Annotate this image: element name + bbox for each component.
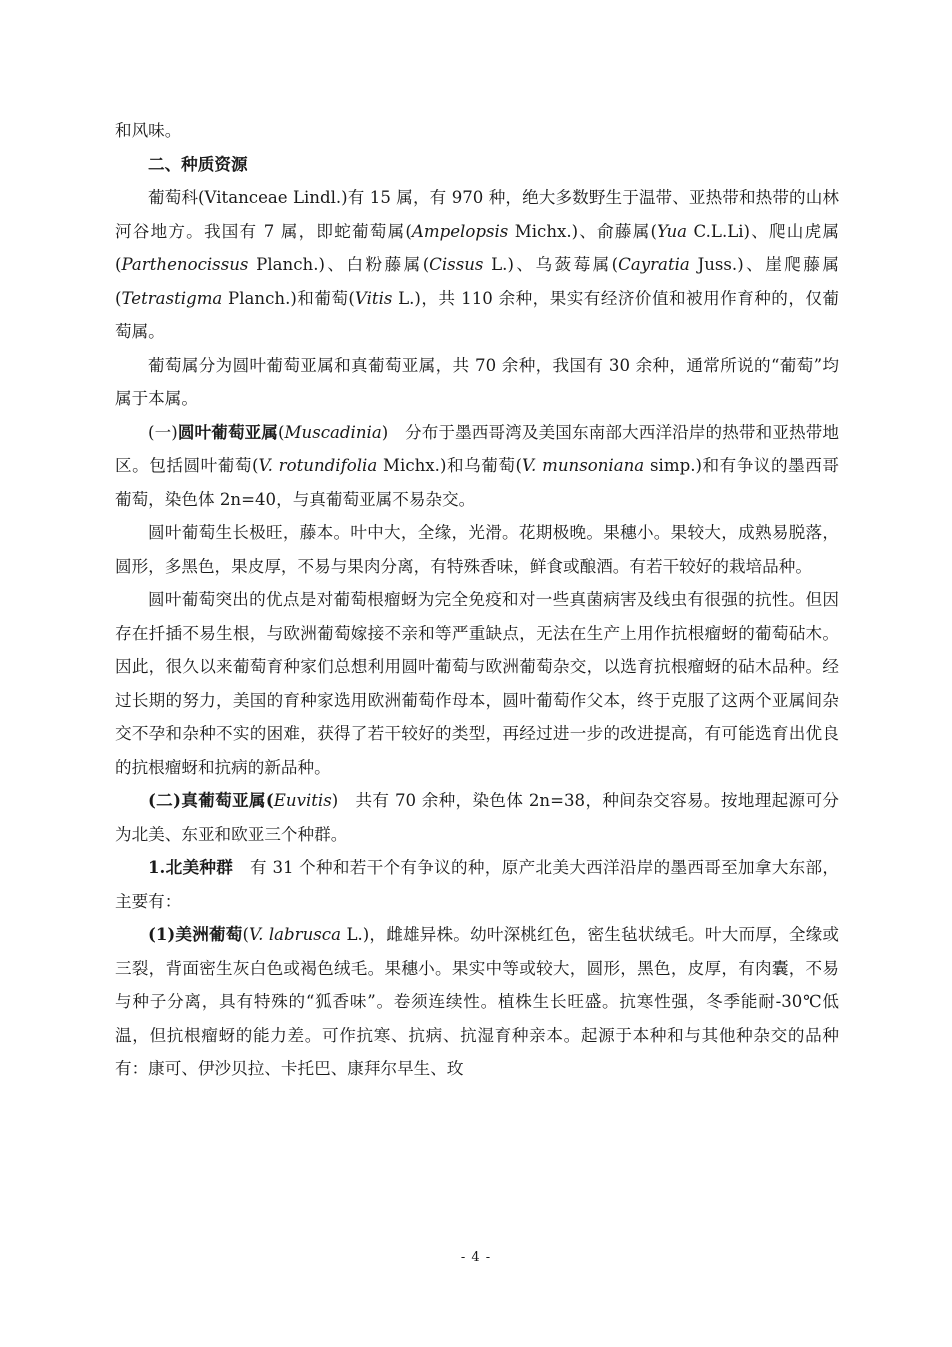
latin-genus: Cayratia [618,255,690,274]
paragraph-muscadinia [115,416,839,517]
group-title: 1.北美种群 [148,857,234,877]
page-body [115,114,839,1086]
latin-genus: Ampelopsis [411,221,509,241]
text-run: ) [381,422,389,442]
latin-subgenus: Muscadinia [284,422,382,442]
text-run: Planch.)和葡萄( [222,288,355,308]
paragraph-vitaceae-family [115,181,839,349]
paragraph-vitis-genus: 葡萄属分为圆叶葡萄亚属和真葡萄亚属，共 70 余种，我国有 30 余种，通常所说的“葡萄”均属于本属。 [115,355,839,408]
latin-species: V. munsoniana [521,456,645,475]
text-run: ) [331,791,339,810]
latin-species: V. labrusca [249,925,341,944]
text-run: 有 31 个种和若干个有争议的种，原产北美大西洋沿岸的墨西哥至加拿大东部，主要有： [115,858,839,911]
latin-genus: Vitis [354,288,393,308]
text-run: ( [278,422,285,442]
section-heading: 二、种质资源 [148,153,248,174]
page-number: - 4 - [460,1250,492,1265]
latin-genus: Yua [656,221,688,241]
text-run: Juss.)、崖爬藤属( [115,255,839,308]
text-run: ( [242,925,250,944]
text-run: C.L.Li)、爬山虎属( [115,221,839,274]
subgenus-title: (二)真葡萄亚属( [148,790,274,810]
latin-genus: Cissus [429,255,484,274]
latin-genus: Tetrastigma [121,288,223,308]
text-run: Michx.)和乌葡萄( [377,456,522,475]
latin-genus: Parthenocissus [121,255,249,274]
species-title: (1)美洲葡萄 [148,924,243,944]
text-run: simp.)和有争议的墨西哥葡萄，染色体 2n=40，与真葡萄亚属不易杂交。 [115,456,839,509]
paragraph-euvitis [115,784,839,851]
text-run: L.)，共 110 余种，果实有经济价值和被用作育种的，仅葡萄属。 [115,288,840,341]
text-run: 葡萄科(Vitanceae Lindl.)有 15 属，有 970 种，绝大多数野生于温带、亚热带和热带的山林河谷地方。我国有 7 属，即蛇葡萄属( [115,188,839,241]
text-run: (一) [148,422,178,442]
latin-subgenus: Euvitis [273,791,332,810]
paragraph-rotundifolia-advantages: 圆叶葡萄突出的优点是对葡萄根瘤蚜为完全免疫和对一些真菌病害及线虫有很强的抗性。但因存在扦插不易生根，与欧洲葡萄嫁接不亲和等严重缺点，无法在生产上用作抗根瘤蚜的葡萄砧木。因此，很久以来葡萄育种家们总想利用圆叶葡萄与欧洲葡萄杂交，以选育抗根瘤蚜的砧木品种。经过长期的努力，美国的育种家选用欧洲葡萄作母本，圆叶葡萄作父本，终于克服了这两个亚属间杂交不孕和杂种不实的困难，获得了若干较好的类型，再经过进一步的改进提高，有可能选育出优良的抗根瘤蚜和抗病的新品种。 [115,590,839,777]
text-run: L.)、乌蔹莓属( [483,255,619,274]
paragraph-intro-end: 和风味。 [115,121,182,140]
paragraph-north-american-group [115,851,839,918]
text-run: Planch.)、白粉藤属( [248,255,430,274]
text-run: Michx.)、俞藤属( [508,221,657,241]
paragraph-labrusca [115,918,839,1086]
latin-species: V. rotundifolia [258,456,378,475]
text-run: 共有 70 余种，染色体 2n=38，种间杂交容易。按地理起源可分为北美、东亚和欧亚三个种群。 [115,791,839,844]
text-run: L.)，雌雄异株。幼叶深桃红色，密生毡状绒毛。叶大而厚，全缘或三裂，背面密生灰白色或褐色绒毛。果穗小。果实中等或较大，圆形，黑色，皮厚，有肉囊，不易与种子分离，具有特殊的“狐香味”。卷须连续性。植株生长旺盛。抗寒性强，冬季能耐-30℃低温，但抗根瘤蚜的能力差。可作抗寒、抗病、抗湿育种亲本。起源于本种和与其他种杂交的品种有：康可、伊沙贝拉、卡托巴、康拜尔早生、玫 [115,925,839,1078]
paragraph-rotundifolia-description: 圆叶葡萄生长极旺，藤本。叶中大，全缘，光滑。花期极晚。果穗小。果较大，成熟易脱落，圆形，多黑色，果皮厚，不易与果肉分离，有特殊香味，鲜食或酿酒。有若干较好的栽培品种。 [115,523,839,576]
subgenus-title: 圆叶葡萄亚属 [177,421,279,442]
text-run: 分布于墨西哥湾及美国东南部大西洋沿岸的热带和亚热带地区。包括圆叶葡萄( [115,422,839,475]
